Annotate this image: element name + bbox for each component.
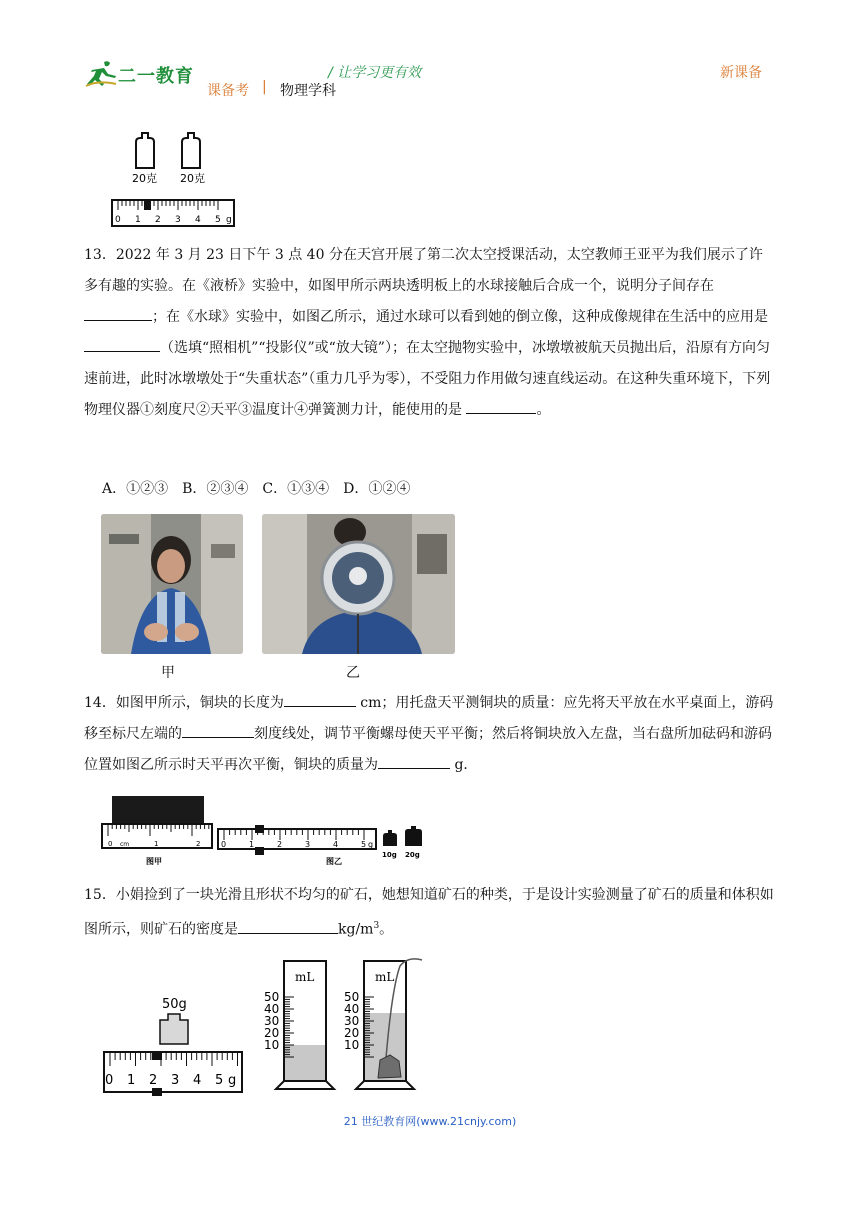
q14-text-2: cm；用托盘天平测铜块的质量：应先将天平放在水平桌面上，游码移至标尺左端的 <box>84 695 774 742</box>
q14-text-3: 刻度线处，调节平衡螺母使天平平衡；然后将铜块放入左盘，当右盘所加砝码和游码位置如图乙所示时天平再次平衡，铜块的质量为 <box>84 726 772 773</box>
weight-icon <box>160 1014 188 1044</box>
ruler-label: 0 <box>108 840 113 848</box>
footer-source: 21 世纪教育网(www.21cnjy.com) <box>343 1115 517 1128</box>
answer-blank[interactable] <box>378 754 450 769</box>
subject-separator: | <box>262 79 267 95</box>
subject-category: 课备考 <box>207 83 249 99</box>
q13-options: A．①②③ B．②③④ C．①③④ D．①②④ <box>102 481 411 497</box>
logo-text: 二一教育 <box>118 66 194 87</box>
slogan: / 让学习更有效 <box>328 65 422 81</box>
weight-icon <box>136 133 154 168</box>
weight-label: 10g <box>382 851 397 859</box>
answer-blank[interactable] <box>238 919 338 934</box>
subject-name: 物理学科 <box>280 83 336 99</box>
photo-liquid-bridge <box>101 514 243 654</box>
scale-label: 4 <box>193 1073 202 1088</box>
ruler-label: 2 <box>196 840 201 848</box>
graduated-cylinder-2 <box>342 950 432 1095</box>
scale-label: 5 <box>361 840 367 849</box>
scale-label: 3 <box>171 1073 180 1088</box>
photo-water-ball <box>262 514 455 654</box>
q15-text-3: 。 <box>379 921 394 938</box>
answer-blank[interactable] <box>182 723 254 738</box>
figure-label: 图乙 <box>326 857 342 866</box>
question-14 <box>84 688 774 781</box>
q15-balance-figure <box>100 990 250 1100</box>
cylinder-unit: mL <box>375 970 395 984</box>
scale-label: 40 <box>264 1002 280 1016</box>
weight-label: 20g <box>405 851 420 859</box>
q13-text-3: （选填“照相机”“投影仪”或“放大镜”）；在太空抛物实验中，冰墩墩被航天员抛出后，沿原有方向匀速前进，此时冰墩墩处于“失重状态”（重力几乎为零），不受阻力作用做匀速直线运动。在这种失重环境下，下列物理仪器①刻度尺②天平③温度计④弹簧测力计，能使用的是 <box>84 340 771 418</box>
scale-label: 5 <box>215 1073 224 1088</box>
scale-label: 1 <box>127 1073 136 1088</box>
scale-label: 4 <box>195 215 201 225</box>
scale-label: 0 <box>105 1073 114 1088</box>
scale-label: 0 <box>115 215 121 225</box>
scale-label: 4 <box>333 840 339 849</box>
answer-blank[interactable] <box>84 337 160 352</box>
q14-figure <box>100 794 430 866</box>
q15-unit: kg/m <box>338 921 374 938</box>
scale-label: 20 <box>344 1026 360 1040</box>
graduated-cylinder-1 <box>262 955 342 1095</box>
scale-label: g <box>368 840 374 849</box>
rider-marker <box>255 847 264 855</box>
scale-label: 2 <box>149 1073 158 1088</box>
scale-label: g <box>226 215 232 225</box>
scale-label: 40 <box>344 1002 360 1016</box>
scale-label: 3 <box>175 215 181 225</box>
runner-icon <box>84 58 120 90</box>
q13-text-2: ；在《水球》实验中，如图乙所示，通过水球可以看到她的倒立像，这种成像规律在生活中的应用是 <box>152 309 768 325</box>
question-13 <box>84 240 774 426</box>
scale-label: g <box>228 1073 237 1088</box>
q13-text-4: 。 <box>536 402 551 418</box>
q14-text-1: 14．如图甲所示，铜块的长度为 <box>84 695 284 711</box>
q13-text-1: 13．2022 年 3 月 23 日下午 3 点 40 分在天宫开展了第二次太空授课活动，太空教师王亚平为我们展示了许多有趣的实验。在《液桥》实验中，如图甲所示两块透明板上的水球接触后合成一个，说明分子间存在 <box>84 247 763 294</box>
cylinder-unit: mL <box>295 970 315 984</box>
caption-yi: 乙 <box>346 665 360 681</box>
weight-label: 50g <box>162 997 187 1012</box>
scale-label: 3 <box>305 840 311 849</box>
scale-label: 30 <box>344 1014 360 1028</box>
scale-label: 2 <box>155 215 161 225</box>
caption-jia: 甲 <box>161 665 175 681</box>
scale-label: 50 <box>344 990 360 1004</box>
q15-text-1: 15．小娟捡到了一块光滑且形状不均匀的矿石，她想知道矿石的种类，于是设计实验测量了矿石的质量和体积如图所示，则矿石的密度是 <box>84 887 774 938</box>
rider-marker <box>144 201 151 210</box>
answer-blank[interactable] <box>84 306 152 321</box>
answer-blank[interactable] <box>284 692 356 707</box>
scale-label: 10 <box>264 1038 280 1052</box>
scale-label: 2 <box>277 840 283 849</box>
answer-blank[interactable] <box>466 399 536 414</box>
scale-label: 10 <box>344 1038 360 1052</box>
scale-label: 0 <box>221 840 227 849</box>
q15-unit-sup: 3 <box>373 921 380 931</box>
weight-icon <box>405 826 422 846</box>
scale-label: 50 <box>264 990 280 1004</box>
scale-label: 1 <box>249 840 255 849</box>
scale-label: 30 <box>264 1014 280 1028</box>
weight-label: 20克 <box>180 172 205 185</box>
question-15 <box>84 880 774 946</box>
ruler-label: 1 <box>154 840 159 848</box>
scale-label: 5 <box>215 215 221 225</box>
ruler-label: cm <box>120 841 130 848</box>
weight-icon <box>182 133 200 168</box>
weight-icon <box>383 830 397 846</box>
figure-label: 图甲 <box>146 857 162 866</box>
scale-label: 1 <box>135 215 141 225</box>
rider-marker <box>152 1052 162 1060</box>
copper-block <box>112 796 204 826</box>
weight-label: 20克 <box>132 172 157 185</box>
q14-text-4: g． <box>450 757 478 773</box>
scale-label: 20 <box>264 1026 280 1040</box>
rider-marker <box>152 1088 162 1096</box>
new-course-label: 新课备 <box>720 65 762 81</box>
balance-figure-top <box>110 128 240 233</box>
rider-marker <box>255 825 264 833</box>
